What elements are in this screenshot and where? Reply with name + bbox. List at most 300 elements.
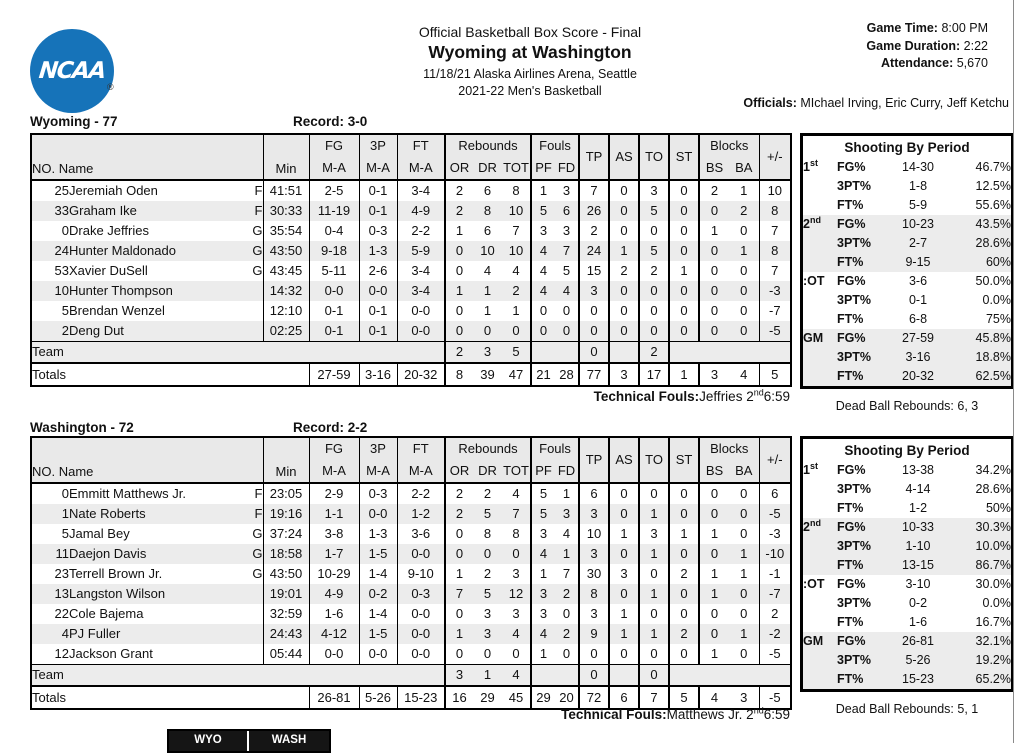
totals-p3: 5-26 [359, 686, 397, 709]
shooting-stat-label: FG% [837, 160, 866, 174]
cell-as: 1 [609, 241, 639, 261]
cell-ft: 0-3 [397, 584, 445, 604]
player-row [31, 281, 791, 301]
shooting-row [803, 329, 1011, 348]
cell-tp: 3 [579, 604, 609, 624]
totals-row [31, 686, 791, 709]
cell-pm: -7 [759, 584, 791, 604]
cell-p3: 1-4 [359, 604, 397, 624]
cell-tot: 7 [512, 223, 520, 238]
attendance-line [866, 55, 988, 73]
cell-pm: -5 [759, 504, 791, 524]
officials-names: MIchael Irving, Eric Curry, Jeff Ketchu [796, 96, 1009, 110]
cell-fd: 2 [555, 624, 579, 644]
cell-to: 2 [639, 261, 669, 281]
cell-tot: 8 [512, 183, 520, 198]
cell-p3: 1-5 [359, 624, 397, 644]
matchup-title: Wyoming at Washington [428, 42, 632, 62]
cell-min: 43:50 [263, 564, 309, 584]
cell-min: 37:24 [263, 524, 309, 544]
cell-ft: 3-4 [397, 281, 445, 301]
cell-ba: 1 [740, 566, 748, 581]
col-subheader-ma: M-A [397, 157, 445, 180]
cell-rest-empty [669, 342, 791, 364]
cell-tp: 0 [579, 644, 609, 665]
col-header-min: Min [263, 437, 309, 483]
shooting-pct: 65.2% [947, 670, 1011, 689]
shooting-pct: 34.2% [975, 463, 1011, 477]
cell-tp: 15 [579, 261, 609, 281]
cell-ba: 0 [729, 584, 759, 604]
shooting-row [803, 215, 1011, 234]
cell-bs: 0 [699, 281, 729, 301]
cell-fg: 0-1 [309, 301, 359, 321]
cell-min: 12:10 [263, 301, 309, 321]
col-header-fg: FG [309, 134, 359, 157]
player-row [31, 241, 791, 261]
cell-pm: -7 [759, 301, 791, 321]
cell-tot: 5 [502, 342, 531, 364]
cell-ft: 0-0 [397, 301, 445, 321]
col-header-no-name: NO. Name [31, 134, 263, 180]
page-edge-line [1013, 0, 1014, 743]
shooting-pct: 55.6% [975, 198, 1011, 212]
cell-tot: 10 [502, 201, 531, 221]
cell-to: 0 [639, 301, 669, 321]
cell-fd: 0 [555, 321, 579, 342]
box-score-table-washington [30, 436, 792, 710]
cell-st: 1 [669, 524, 699, 544]
player-row [31, 301, 791, 321]
shooting-pct: 30.0% [975, 577, 1011, 591]
cell-ft: 0-0 [397, 644, 445, 665]
cell-ba: 0 [740, 303, 748, 318]
shooting-row [803, 632, 1011, 651]
shooting-stat-label: FT% [837, 556, 889, 575]
cell-or: 1 [445, 564, 473, 584]
cell-tot: 4 [502, 624, 531, 644]
cell-or: 7 [445, 584, 473, 604]
cell-pos [246, 281, 263, 301]
cell-to: 1 [639, 584, 669, 604]
cell-bs: 0 [699, 201, 729, 221]
cell-dr: 8 [473, 201, 502, 221]
game-info [866, 20, 988, 73]
shooting-made-att: 27-59 [889, 329, 947, 348]
shooting-pct: 50% [985, 501, 1011, 515]
cell-to: 2 [639, 342, 669, 364]
report-type: Official Basketball Box Score - Final [418, 24, 642, 40]
shooting-stat-label: FG% [837, 274, 866, 288]
cell-bs: 0 [699, 483, 729, 504]
cell-no: 24 [31, 241, 69, 261]
col-header-blocks: Blocks [699, 134, 759, 157]
cell-min: 32:59 [263, 604, 309, 624]
shooting-stat-label: FT% [837, 367, 889, 386]
cell-tot: 4 [512, 263, 520, 278]
shooting-made-att: 15-23 [889, 670, 947, 689]
cell-bs: 0 [699, 624, 729, 644]
team-record-wyoming: Record: 3-0 [293, 114, 368, 129]
cell-st: 0 [669, 180, 699, 201]
cell-or: 3 [445, 665, 473, 687]
shooting-pct: 19.2% [947, 651, 1011, 670]
cell-dr: 3 [483, 606, 492, 621]
cell-st: 0 [669, 201, 699, 221]
col-header-to: TO [639, 134, 669, 180]
cell-bs: 1 [699, 564, 729, 584]
cell-dr: 5 [473, 504, 502, 524]
cell-ft: 0-0 [397, 604, 445, 624]
cell-as: 1 [609, 604, 639, 624]
totals-tp: 77 [579, 363, 609, 386]
cell-or: 1 [445, 281, 473, 301]
cell-ba: 0 [740, 263, 748, 278]
player-row [31, 504, 791, 524]
cell-no: 0 [61, 223, 69, 238]
cell-fg: 10-29 [309, 564, 359, 584]
shooting-pct: 0.0% [982, 596, 1011, 610]
cell-p3: 0-0 [359, 644, 397, 665]
cell-name: Hunter Maldonado [69, 241, 246, 261]
cell-pf: 3 [531, 604, 555, 624]
totals-bs: 4 [699, 686, 729, 709]
col-subheader-fd: FD [555, 460, 579, 483]
cell-name: Cole Bajema [69, 606, 144, 621]
cell-pm: 7 [759, 261, 791, 281]
cell-pm: 10 [759, 180, 791, 201]
shooting-made-att: 3-10 [905, 577, 931, 591]
cell-pf: 1 [531, 180, 555, 201]
cell-pm: 8 [759, 201, 791, 221]
cell-p3: 1-3 [359, 524, 397, 544]
shooting-pct: 45.8% [947, 329, 1011, 348]
cell-no: 5 [61, 303, 69, 318]
shooting-stat-label: FG% [837, 577, 866, 591]
cell-fouls-empty [531, 342, 579, 364]
shooting-row [803, 518, 1011, 537]
cell-name: Brendan Wenzel [69, 303, 165, 318]
team-heading-wyoming: Wyoming - 77 [30, 114, 118, 129]
cell-as: 3 [609, 564, 639, 584]
cell-p3: 0-1 [359, 201, 397, 221]
cell-fg: 2-9 [309, 483, 359, 504]
technical-fouls-label: Technical Fouls: [561, 707, 667, 722]
shooting-period-label: :OT [803, 577, 825, 591]
cell-pos: G [246, 241, 263, 261]
shooting-stat-label: FG% [837, 215, 889, 234]
shooting-made-att: 20-32 [889, 367, 947, 386]
shooting-period-label: 2nd [803, 518, 837, 575]
cell-min: 19:16 [263, 504, 309, 524]
cell-as: 0 [609, 584, 639, 604]
cell-to: 0 [639, 665, 669, 687]
shooting-table [803, 158, 1011, 386]
cell-pos: G [252, 263, 263, 278]
technical-fouls-ordinal: nd [753, 705, 764, 716]
shooting-period-label: :OT [803, 274, 825, 288]
cell-tp: 3 [579, 504, 609, 524]
totals-to: 17 [639, 363, 669, 386]
shooting-made-att: 3-6 [908, 274, 928, 288]
cell-dr: 0 [473, 544, 502, 564]
shooting-stat-label: 3PT% [837, 234, 889, 253]
cell-min: 18:58 [263, 544, 309, 564]
col-subheader-pf: PF [531, 460, 555, 483]
shooting-made-att: 4-14 [905, 482, 931, 496]
cell-st: 0 [669, 281, 699, 301]
cell-dr: 6 [483, 223, 492, 238]
shooting-made-att: 26-81 [889, 632, 947, 651]
totals-ft: 20-32 [397, 363, 445, 386]
shooting-period-label: 1st [803, 460, 818, 477]
totals-fg: 27-59 [309, 363, 359, 386]
cell-ba: 0 [729, 504, 759, 524]
cell-fd: 1 [562, 486, 571, 501]
shooting-stat-label: 3PT% [837, 179, 872, 193]
cell-bs: 1 [699, 584, 729, 604]
col-subheader-bs: BS [699, 460, 729, 483]
bottom-table-wyo-header: WYO [169, 731, 247, 751]
cell-as: 1 [609, 624, 639, 644]
cell-ba: 1 [729, 624, 759, 644]
cell-ba: 0 [740, 223, 748, 238]
cell-fd: 3 [562, 183, 571, 198]
cell-as: 0 [609, 180, 639, 201]
cell-tot: 0 [502, 544, 531, 564]
cell-to: 3 [639, 180, 669, 201]
ncaa-logo [30, 29, 114, 113]
shooting-row [803, 461, 1011, 480]
player-row [31, 584, 791, 604]
cell-no: 5 [61, 526, 69, 541]
cell-pos [246, 644, 263, 665]
player-row [31, 564, 791, 584]
cell-st: 2 [669, 564, 699, 584]
shooting-period-label: GM [803, 632, 837, 689]
col-header-as: AS [609, 437, 639, 483]
shooting-stat-label: FT% [837, 670, 889, 689]
technical-fouls-time: 6:59 [763, 707, 790, 722]
shooting-stat-label: FG% [837, 632, 889, 651]
totals-bs: 3 [699, 363, 729, 386]
cell-dr: 1 [473, 281, 502, 301]
cell-pos: G [252, 526, 263, 541]
shooting-stat-label: FT% [837, 253, 889, 272]
cell-or: 0 [445, 321, 473, 342]
cell-bs: 2 [699, 180, 729, 201]
col-header-ft: FT [397, 134, 445, 157]
cell-pos [246, 584, 263, 604]
cell-fd: 0 [562, 646, 571, 661]
shooting-pct: 46.7% [975, 160, 1011, 174]
period-ordinal: st [809, 157, 818, 168]
cell-fg: 4-9 [309, 584, 359, 604]
cell-to: 1 [639, 544, 669, 564]
cell-ba: 0 [740, 526, 748, 541]
cell-no: 12 [54, 646, 69, 661]
cell-tot: 7 [502, 504, 531, 524]
cell-as: 0 [609, 201, 639, 221]
cell-no: 11 [31, 544, 69, 564]
shooting-made-att: 1-2 [908, 501, 928, 515]
cell-pm: -5 [759, 321, 791, 342]
shooting-stat-label: FT% [837, 501, 864, 515]
cell-as: 0 [609, 504, 639, 524]
cell-min: 14:32 [263, 281, 309, 301]
cell-dr: 5 [473, 584, 502, 604]
team-row [31, 665, 791, 687]
cell-fg: 1-6 [309, 604, 359, 624]
cell-dr: 4 [483, 263, 492, 278]
cell-ba: 0 [740, 486, 748, 501]
cell-fd: 0 [562, 303, 571, 318]
cell-fg: 0-0 [309, 644, 359, 665]
cell-p3: 0-0 [359, 281, 397, 301]
cell-as: 0 [609, 281, 639, 301]
shooting-pct: 16.7% [975, 615, 1011, 629]
cell-ba: 0 [740, 606, 748, 621]
cell-st: 0 [669, 221, 699, 241]
player-row [31, 261, 791, 281]
washington-box-table-mount [30, 436, 792, 710]
cell-fouls-empty [531, 665, 579, 687]
cell-to: 0 [639, 281, 669, 301]
shooting-pct: 60% [947, 253, 1011, 272]
cell-tot: 8 [512, 526, 520, 541]
cell-min: 05:44 [263, 644, 309, 665]
cell-st: 0 [669, 301, 699, 321]
cell-to: 1 [639, 624, 669, 644]
washington-dead-ball-rebounds: Dead Ball Rebounds: 5, 1 [835, 702, 979, 716]
col-subheader-tot: TOT [502, 157, 531, 180]
cell-min: 19:01 [263, 584, 309, 604]
cell-tp: 2 [579, 221, 609, 241]
shooting-pct: 28.6% [975, 482, 1011, 496]
cell-or: 2 [445, 342, 473, 364]
shooting-made-att: 5-26 [889, 651, 947, 670]
cell-st: 0 [669, 584, 699, 604]
cell-dr: 2 [483, 566, 492, 581]
cell-ft: 3-4 [397, 261, 445, 281]
registered-trademark-icon: ® [107, 82, 114, 92]
cell-pos: F [246, 201, 263, 221]
cell-pf: 3 [531, 221, 555, 241]
col-subheader-or: OR [445, 460, 473, 483]
cell-p3: 0-1 [359, 180, 397, 201]
cell-min: 02:25 [263, 321, 309, 342]
cell-fg: 0-4 [309, 221, 359, 241]
cell-pos [246, 321, 263, 342]
cell-to: 0 [639, 604, 669, 624]
player-row [31, 604, 791, 624]
col-header-st: ST [669, 134, 699, 180]
col-header-st: ST [669, 437, 699, 483]
cell-ft: 3-4 [397, 180, 445, 201]
cell-pm: 7 [759, 221, 791, 241]
cell-no: 25 [54, 183, 69, 198]
shooting-row [803, 158, 1011, 177]
team-label: Team [31, 342, 445, 364]
totals-ft: 15-23 [397, 686, 445, 709]
cell-min: 23:05 [263, 483, 309, 504]
cell-ft: 2-2 [397, 221, 445, 241]
cell-fd: 4 [555, 281, 579, 301]
cell-bs: 0 [699, 504, 729, 524]
cell-min: 24:43 [263, 624, 309, 644]
col-subheader-tot: TOT [502, 460, 531, 483]
shooting-made-att: 0-2 [908, 596, 928, 610]
cell-pos: G [252, 566, 263, 581]
cell-or: 2 [445, 504, 473, 524]
cell-dr: 0 [483, 646, 492, 661]
col-header-no-name: NO. Name [31, 437, 263, 483]
cell-st: 0 [669, 321, 699, 342]
cell-tp: 10 [579, 524, 609, 544]
game-time-value: 8:00 PM [941, 21, 988, 35]
totals-or: 16 [445, 686, 473, 709]
cell-ft: 0-0 [397, 624, 445, 644]
cell-p3: 0-1 [359, 301, 397, 321]
cell-dr: 10 [473, 241, 502, 261]
cell-to: 5 [639, 241, 669, 261]
cell-fd: 5 [562, 263, 571, 278]
cell-pf: 5 [531, 201, 555, 221]
cell-name: Xavier DuSell [69, 263, 148, 278]
cell-to: 0 [639, 644, 669, 665]
cell-dr: 3 [473, 342, 502, 364]
cell-pos: F [254, 183, 263, 198]
cell-fg: 4-12 [309, 624, 359, 644]
totals-st: 5 [669, 686, 699, 709]
player-row [31, 483, 791, 504]
cell-fg: 0-1 [309, 321, 359, 342]
cell-as: 0 [609, 644, 639, 665]
cell-ft: 4-9 [397, 201, 445, 221]
col-subheader-or: OR [445, 157, 473, 180]
cell-as: 0 [609, 483, 639, 504]
cell-name: Hunter Thompson [69, 281, 246, 301]
col-header-plus-minus: +/- [759, 134, 791, 180]
cell-no: 0 [61, 486, 69, 501]
totals-dr: 39 [473, 363, 502, 386]
cell-tot: 3 [512, 566, 520, 581]
cell-pos: G [246, 544, 263, 564]
cell-no: 33 [31, 201, 69, 221]
cell-tot: 3 [512, 606, 520, 621]
totals-as: 3 [609, 363, 639, 386]
cell-bs: 1 [699, 524, 729, 544]
cell-st: 0 [669, 241, 699, 261]
totals-fg: 26-81 [309, 686, 359, 709]
technical-fouls-time: 6:59 [763, 389, 790, 404]
shooting-stat-label: 3PT% [837, 537, 889, 556]
cell-name: Emmitt Matthews Jr. [69, 486, 187, 501]
shooting-stat-label: FT% [837, 198, 864, 212]
cell-tot: 10 [502, 241, 531, 261]
wyoming-shooting-panel [800, 133, 1014, 389]
col-header-fg: FG [309, 437, 359, 460]
cell-st: 0 [669, 544, 699, 564]
shooting-made-att: 13-15 [889, 556, 947, 575]
wyoming-technical-fouls [30, 389, 790, 404]
shooting-period-label: 1st [803, 157, 818, 174]
col-header-tp: TP [579, 437, 609, 483]
cell-dr: 3 [473, 624, 502, 644]
cell-pf: 3 [531, 524, 555, 544]
cell-name: Graham Ike [69, 201, 246, 221]
col-header-rebounds: Rebounds [445, 437, 531, 460]
